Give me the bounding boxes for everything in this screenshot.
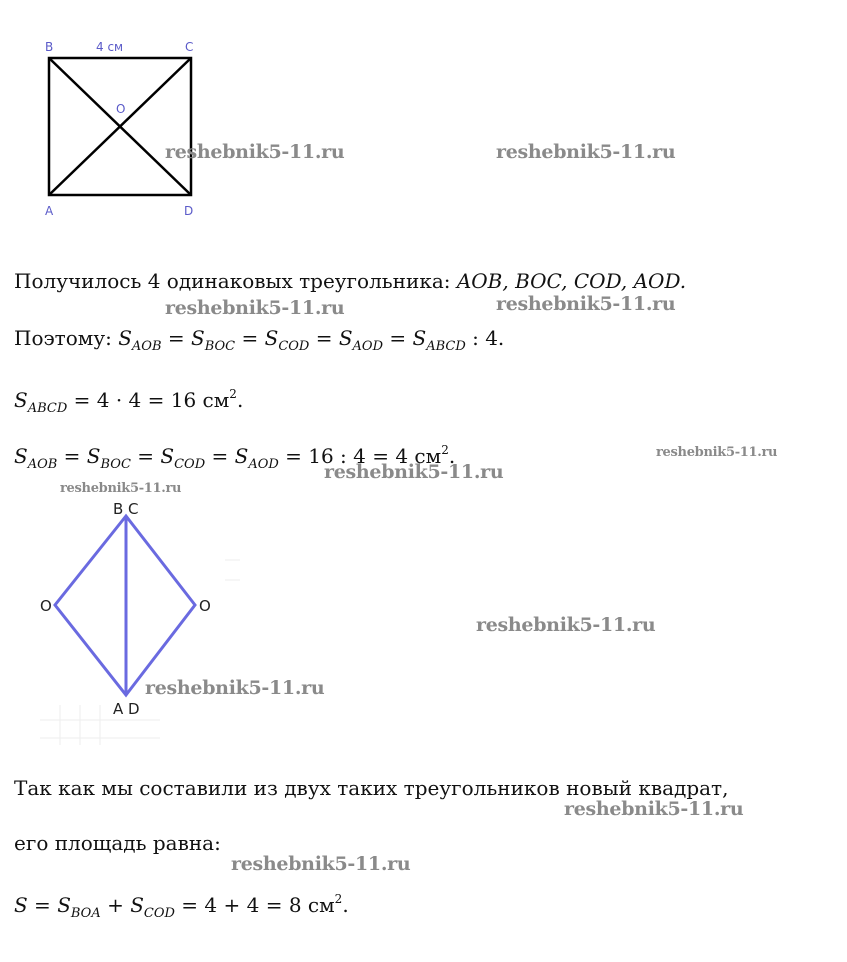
squared-exponent: 2 xyxy=(334,892,343,906)
subscript-aod: AOD xyxy=(248,457,279,472)
text-line-square-area xyxy=(14,380,243,423)
subscript-boc: BOC xyxy=(204,339,236,354)
subscript-boc: BOC xyxy=(100,457,131,472)
watermark: reshebnik5-11.ru xyxy=(165,297,345,319)
square-area-calc: = 4 · 4 = 16 см xyxy=(67,388,230,412)
subscript-abcd: ABCD xyxy=(426,339,466,354)
vertex-b-label: B xyxy=(45,40,54,54)
plus-sign: + xyxy=(100,893,131,917)
equals-sign: = xyxy=(57,444,87,468)
squared-exponent: 2 xyxy=(441,443,449,457)
watermark: reshebnik5-11.ru xyxy=(145,677,325,699)
area-symbol: S xyxy=(338,326,353,350)
equals-sign: = xyxy=(235,326,265,350)
text-line-final-area xyxy=(14,885,349,928)
squared-exponent: 2 xyxy=(229,387,237,401)
watermark: reshebnik5-11.ru xyxy=(496,293,676,315)
equals-sign: = xyxy=(309,326,339,350)
period: . xyxy=(342,893,349,917)
equals-sign: = xyxy=(161,326,192,350)
area-equals-sentence: его площадь равна: xyxy=(14,831,221,855)
watermark: reshebnik5-11.ru xyxy=(324,461,504,483)
equals-sign: = xyxy=(27,893,58,917)
top-vertex-label: B C xyxy=(113,500,139,518)
text-line-area-equals xyxy=(14,829,221,857)
watermark: reshebnik5-11.ru xyxy=(60,481,182,496)
subscript-aod: AOD xyxy=(352,339,383,354)
area-symbol: S xyxy=(160,444,175,468)
text-line-therefore xyxy=(14,324,504,361)
area-symbol: S xyxy=(57,893,71,917)
final-area-calc: = 4 + 4 = 8 см xyxy=(174,893,335,917)
subscript-abcd: ABCD xyxy=(27,401,68,416)
right-vertex-label: O xyxy=(199,597,211,615)
bottom-vertex-label: A D xyxy=(113,700,140,718)
new-square-sentence: Так как мы составили из двух таких треугольников новый квадрат, xyxy=(14,776,729,800)
triangles-list: AOB, BOC, COD, AOD. xyxy=(456,269,687,293)
subscript-cod: COD xyxy=(278,339,310,354)
watermark: reshebnik5-11.ru xyxy=(165,141,345,163)
period: . xyxy=(448,444,456,468)
watermark: reshebnik5-11.ru xyxy=(231,853,411,875)
equals-sign: = xyxy=(205,444,235,468)
watermark: reshebnik5-11.ru xyxy=(656,445,778,460)
area-symbol: S xyxy=(191,326,205,350)
watermark: reshebnik5-11.ru xyxy=(496,141,676,163)
watermark: reshebnik5-11.ru xyxy=(564,798,744,820)
subscript-boa: BOA xyxy=(70,906,101,921)
vertex-d-label: D xyxy=(184,204,194,218)
triangles-intro: Получилось 4 одинаковых треугольника: xyxy=(14,269,457,293)
subscript-aob: AOB xyxy=(27,457,58,472)
vertex-a-label: A xyxy=(45,204,54,218)
therefore-word: Поэтому: xyxy=(14,326,119,350)
text-line-triangles xyxy=(14,267,686,295)
vertex-c-label: C xyxy=(185,40,194,54)
area-symbol: S xyxy=(118,326,132,350)
area-symbol: S xyxy=(130,893,144,917)
side-length-label: 4 см xyxy=(96,40,124,54)
left-vertex-label: O xyxy=(40,597,52,615)
area-symbol: S xyxy=(234,444,249,468)
area-symbol: S xyxy=(14,388,28,412)
area-symbol: S xyxy=(86,444,101,468)
equals-sign: = xyxy=(383,326,413,350)
subscript-cod: COD xyxy=(174,457,206,472)
subscript-aob: AOB xyxy=(131,339,162,354)
period: . xyxy=(236,388,244,412)
subscript-cod: COD xyxy=(143,906,175,921)
triangle-area-calc: = 16 : 4 = 4 см xyxy=(278,444,442,468)
area-symbol: S xyxy=(14,444,28,468)
area-symbol: S xyxy=(412,326,427,350)
vertex-o-label: O xyxy=(116,102,126,116)
area-symbol: S xyxy=(264,326,279,350)
area-symbol: S xyxy=(14,893,28,917)
watermark: reshebnik5-11.ru xyxy=(476,614,656,636)
equals-sign: = xyxy=(130,444,161,468)
divide-by-four: : 4. xyxy=(465,326,505,350)
